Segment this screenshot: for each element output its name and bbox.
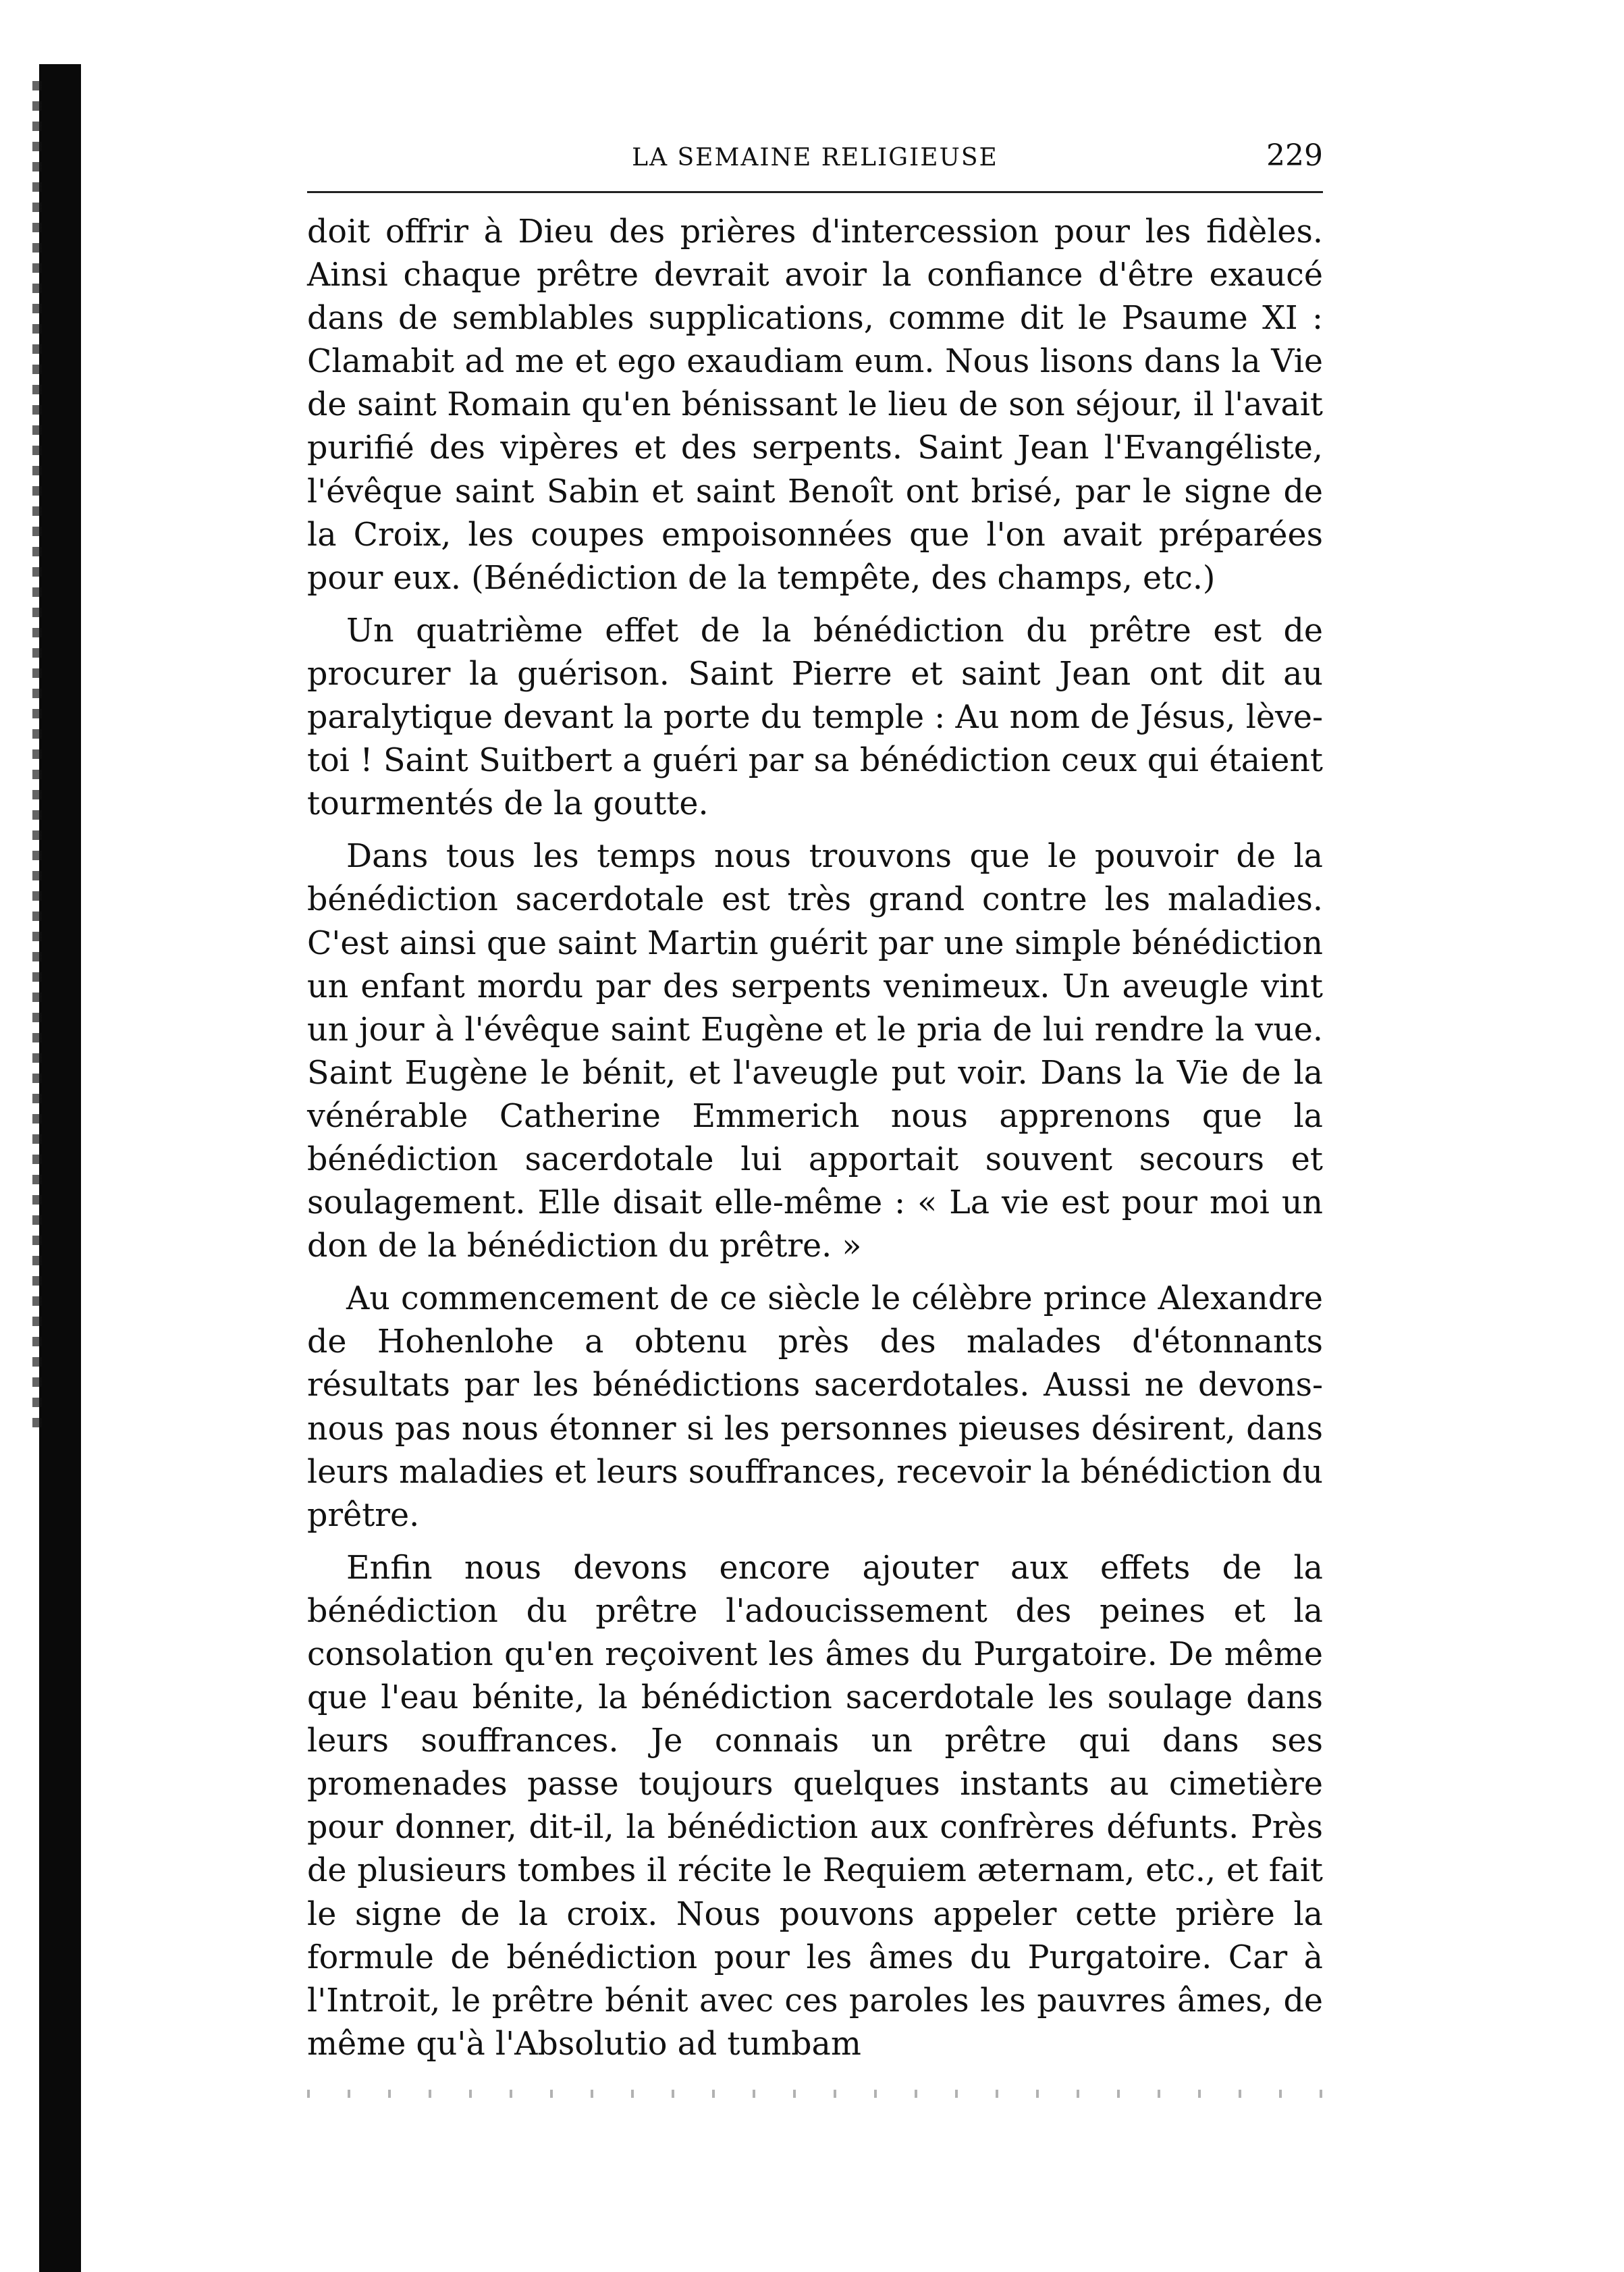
paragraph-4: Au commencement de ce siècle le célèbre prince Alexandre de Hohenlohe a obtenu près des malades d'étonnants résultats par les bénédictions sacerdotales. Aussi ne devons-nous pas nous étonner si les personnes pieuses désirent, dans leurs maladies et leurs souffrances, recevoir la bénédiction du prêtre.	[307, 1280, 1323, 1534]
running-title: LA SEMAINE RELIGIEUSE	[632, 144, 998, 171]
page-number: 229	[1266, 138, 1323, 173]
paragraph-1: doit offrir à Dieu des prières d'intercession pour les fidèles. Ainsi chaque prêtre devrait avoir la confiance d'être exaucé dans de semblables supplications, comme dit le Psaume XI : Clamabit ad me et ego exaudiam eum. Nous lisons dans la Vie de saint Romain qu'en bénissant le lieu de son séjour, il l'avait purifié des vipères et des serpents. Saint Jean l'Evangéliste, l'évêque saint Sabin et saint Benoît ont brisé, par le signe de la Croix, les coupes empoisonnées que l'on avait préparées pour eux. (Bénédiction de la tempête, des champs, etc.)	[307, 213, 1323, 597]
scan-left-edge	[39, 64, 81, 2272]
paragraph-3: Dans tous les temps nous trouvons que le pouvoir de la bénédiction sacerdotale est très grand contre les maladies. C'est ainsi que saint Martin guérit par une simple bénédiction un enfant mordu par des serpents venimeux. Un aveugle vint un jour à l'évêque saint Eugène et le pria de lui rendre la vue. Saint Eugène le bénit, et l'aveugle put voir. Dans la Vie de la vénérable Catherine Emmerich nous apprenons que la bénédiction sacerdotale lui apportait souvent secours et soulagement. Elle disait elle-même : « La vie est pour moi un don de la bénédiction du prêtre. »	[307, 838, 1323, 1265]
page	[307, 138, 1323, 2066]
header-rule	[307, 191, 1323, 193]
paragraph-2: Un quatrième effet de la bénédiction du prêtre est de procurer la guérison. Saint Pierre et saint Jean ont dit au paralytique devant la porte du temple : Au nom de Jésus, lève-toi ! Saint Suitbert a guéri par sa bénédiction ceux qui étaient tourmentés de la goutte.	[307, 612, 1323, 823]
paragraph-5: Enfin nous devons encore ajouter aux effets de la bénédiction du prêtre l'adoucissement des peines et la consolation qu'en reçoivent les âmes du Purgatoire. De même que l'eau bénite, la bénédiction sacerdotale les soulage dans leurs souffrances. Je connais un prêtre qui dans ses promenades passe toujours quelques instants au cimetière pour donner, dit-il, la bénédiction aux confrères défunts. Près de plusieurs tombes il récite le Requiem æternam, etc., et fait le signe de la croix. Nous pouvons appeler cette prière la formule de bénédiction pour les âmes du Purgatoire. Car à l'Introit, le prêtre bénit avec ces paroles les pauvres âmes, de même qu'à l'Absolutio ad tumbam	[307, 1549, 1323, 2063]
scan-edge-artifact	[32, 81, 42, 1431]
bleed-through-line	[307, 2090, 1323, 2098]
body-text	[307, 211, 1323, 2066]
running-head	[307, 138, 1323, 186]
